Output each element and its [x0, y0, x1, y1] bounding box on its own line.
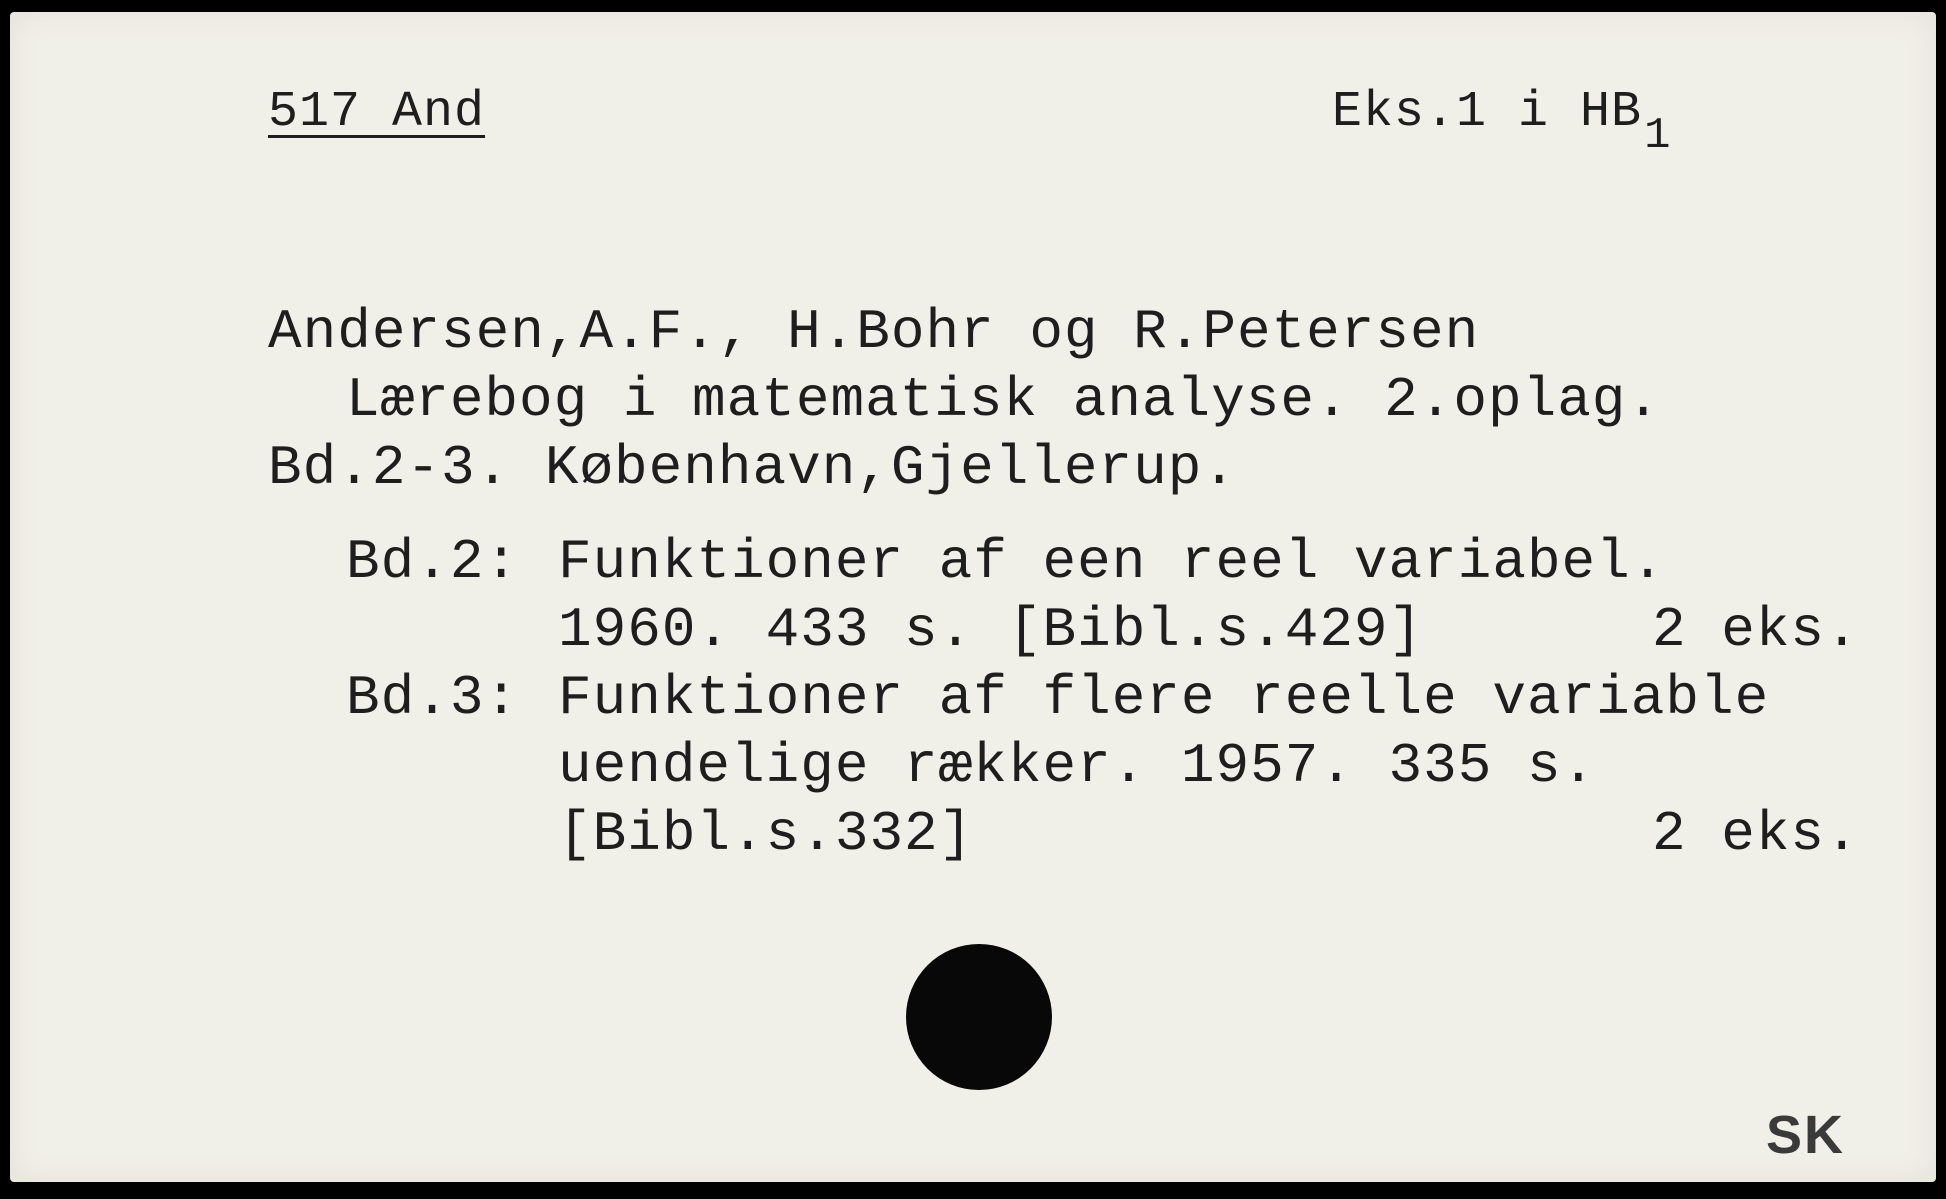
- imprint-line: Bd.2-3. København,Gjellerup.: [268, 436, 1237, 500]
- volume-bd2-details: 1960. 433 s. [Bibl.s.429]: [558, 598, 1424, 662]
- holding-text: Eks.1 i HB: [1332, 84, 1643, 141]
- catalog-card: [10, 12, 1936, 1182]
- volume-label-bd3: Bd.3:: [346, 666, 520, 730]
- volume-bd2-title: Funktioner af een reel variabel.: [558, 530, 1666, 594]
- volume-bd3-bibliography: [Bibl.s.332]: [558, 802, 974, 866]
- call-number: 517 And: [268, 84, 486, 141]
- title-line: Lærebog i matematisk analyse. 2.oplag.: [346, 368, 1662, 432]
- holding-note: [1332, 84, 1672, 161]
- volume-bd3-subtitle: uendelige rækker. 1957. 335 s.: [558, 734, 1597, 798]
- author-heading: Andersen,A.F., H.Bohr og R.Petersen: [268, 300, 1480, 364]
- cataloger-initials: SK: [1766, 1105, 1846, 1165]
- volume-bd2-copies: 2 eks.: [1652, 598, 1860, 662]
- volume-bd3-title: Funktioner af flere reelle variable: [558, 666, 1770, 730]
- volume-label-bd2: Bd.2:: [346, 530, 520, 594]
- volume-bd3-copies: 2 eks.: [1652, 802, 1860, 866]
- holding-subscript: 1: [1644, 111, 1672, 161]
- punch-hole: [906, 944, 1052, 1090]
